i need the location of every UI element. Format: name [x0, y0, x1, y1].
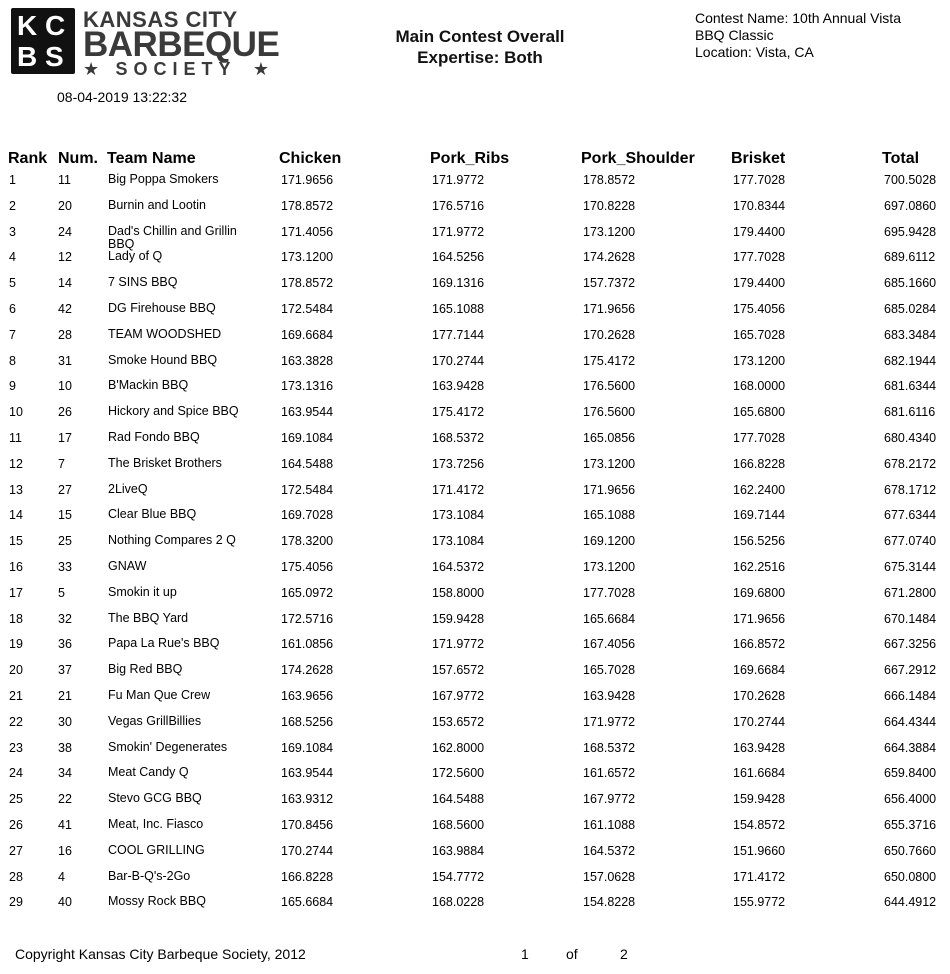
cell-chicken: 172.5484 [281, 301, 334, 316]
cell-pork-shoulder: 178.8572 [583, 173, 636, 187]
cell-pork-ribs: 176.5716 [432, 198, 485, 213]
cell-num: 41 [58, 817, 72, 832]
cell-pork-shoulder: 175.4172 [583, 353, 636, 368]
cell-brisket: 173.1200 [733, 353, 786, 368]
cell-rank: 21 [9, 688, 23, 703]
cell-rank: 18 [9, 611, 23, 626]
cell-team-name: Meat, Inc. Fiasco [108, 816, 204, 831]
cell-pork-ribs: 173.1084 [432, 508, 485, 523]
cell-pork-shoulder: 168.5372 [583, 740, 636, 755]
cell-brisket: 169.6800 [733, 585, 786, 600]
cell-rank: 9 [9, 379, 16, 394]
cell-num: 38 [58, 740, 72, 755]
table-row [0, 533, 950, 559]
cell-total: 685.0284 [884, 301, 937, 316]
cell-brisket: 169.6684 [733, 663, 786, 678]
cell-pork-shoulder: 157.7372 [583, 276, 636, 291]
cell-total: 659.8400 [884, 766, 937, 781]
cell-rank: 28 [9, 869, 23, 884]
cell-rank: 15 [9, 534, 23, 549]
cell-pork-ribs: 171.9772 [432, 224, 485, 239]
cell-num: 34 [58, 766, 72, 781]
cell-brisket: 179.4400 [733, 224, 786, 239]
cell-brisket: 165.6800 [733, 405, 786, 420]
cell-team-name: Rad Fondo BBQ [108, 429, 200, 444]
cell-pork-ribs: 173.1084 [432, 534, 485, 549]
table-row [0, 482, 950, 508]
cell-pork-shoulder: 174.2628 [583, 250, 636, 265]
cell-pork-ribs: 168.5600 [432, 817, 485, 832]
cell-total: 683.3484 [884, 327, 937, 342]
cell-total: 678.1712 [884, 482, 937, 497]
cell-num: 7 [58, 456, 65, 471]
table-row [0, 430, 950, 456]
cell-num: 15 [58, 508, 72, 523]
logo-text-society-row [83, 60, 269, 78]
cell-brisket: 175.4056 [733, 301, 786, 316]
contest-info [695, 10, 940, 61]
cell-total: 677.6344 [884, 508, 937, 523]
cell-rank: 10 [9, 405, 23, 420]
cell-total: 670.1484 [884, 611, 937, 626]
table-row [0, 353, 950, 379]
cell-rank: 29 [9, 895, 23, 910]
cell-team-name: Meat Candy Q [108, 765, 189, 780]
cell-total: 700.5028 [884, 173, 937, 187]
cell-pork-shoulder: 177.7028 [583, 585, 636, 600]
cell-rank: 11 [9, 430, 22, 445]
cell-brisket: 177.7028 [733, 430, 786, 445]
cell-pork-shoulder: 161.6572 [583, 766, 636, 781]
cell-total: 664.4344 [884, 714, 937, 729]
cell-team-name: Bar-B-Q's-2Go [108, 868, 191, 883]
table-row [0, 688, 950, 714]
cell-chicken: 173.1316 [281, 379, 334, 394]
table-row [0, 714, 950, 740]
cell-total: 681.6116 [884, 405, 936, 420]
cell-num: 20 [58, 198, 72, 213]
cell-rank: 27 [9, 843, 23, 858]
cell-chicken: 163.3828 [281, 353, 334, 368]
cell-total: 656.4000 [884, 792, 937, 807]
cell-rank: 22 [9, 714, 23, 729]
cell-rank: 25 [9, 792, 23, 807]
cell-team-name: Nothing Compares 2 Q [108, 533, 236, 548]
cell-rank: 1 [9, 173, 16, 187]
cell-pork-ribs: 169.1316 [432, 276, 485, 291]
cell-chicken: 170.8456 [281, 817, 334, 832]
report-title: Main Contest Overall [395, 27, 565, 46]
cell-brisket: 156.5256 [733, 534, 786, 549]
cell-rank: 12 [9, 456, 23, 471]
cell-pork-ribs: 159.9428 [432, 611, 485, 626]
cell-num: 16 [58, 843, 72, 858]
cell-chicken: 169.1084 [281, 740, 334, 755]
cell-rank: 4 [9, 250, 16, 265]
cell-pork-ribs: 172.5600 [432, 766, 485, 781]
star-icon: ★ [252, 59, 269, 79]
cell-chicken: 169.1084 [281, 430, 334, 445]
cell-brisket: 171.4172 [733, 869, 786, 884]
cell-pork-ribs: 164.5256 [432, 250, 485, 265]
table-header [0, 150, 950, 170]
cell-pork-ribs: 168.0228 [432, 895, 485, 910]
cell-rank: 7 [9, 327, 16, 342]
cell-team-name: The Brisket Brothers [108, 455, 222, 470]
cell-rank: 24 [9, 766, 23, 781]
cell-pork-shoulder: 165.6684 [583, 611, 636, 626]
star-icon: ★ [83, 59, 100, 79]
cell-team-name: Stevo GCG BBQ [108, 791, 202, 806]
cell-team-name: Papa La Rue's BBQ [108, 636, 220, 651]
cell-brisket: 155.9772 [733, 895, 786, 910]
cell-chicken: 174.2628 [281, 663, 334, 678]
logo-text-kansas-city: KANSAS CITY [83, 7, 238, 32]
cell-team-name: Vegas GrillBillies [108, 713, 202, 728]
contest-name-line1: Contest Name: 10th Annual Vista [695, 10, 901, 26]
table-row [0, 559, 950, 585]
cell-brisket: 170.2744 [733, 714, 786, 729]
cell-pork-shoulder: 169.1200 [583, 534, 636, 549]
cell-chicken: 166.8228 [281, 869, 334, 884]
cell-rank: 5 [9, 276, 16, 291]
page-of-label: of [566, 946, 578, 962]
cell-pork-ribs: 157.6572 [432, 663, 485, 678]
cell-pork-ribs: 163.9428 [432, 379, 485, 394]
cell-total: 644.4912 [884, 895, 937, 910]
cell-chicken: 163.9544 [281, 405, 334, 420]
cell-brisket: 169.7144 [733, 508, 786, 523]
cell-pork-ribs: 170.2744 [432, 353, 485, 368]
table-row [0, 869, 950, 895]
cell-chicken: 171.4056 [281, 224, 334, 239]
cell-num: 4 [58, 869, 65, 884]
cell-pork-ribs: 165.1088 [432, 301, 485, 316]
header-pork-shoulder: Pork_Shoulder [581, 150, 695, 167]
logo-letter-k: K [17, 10, 38, 41]
cell-chicken: 165.6684 [281, 895, 334, 910]
cell-rank: 20 [9, 663, 23, 678]
cell-team-name: Big Poppa Smokers [108, 172, 219, 186]
cell-team-name: 2LiveQ [108, 481, 148, 496]
table-row [0, 507, 950, 533]
cell-team-name: Mossy Rock BBQ [108, 894, 206, 909]
cell-pork-shoulder: 167.9772 [583, 792, 636, 807]
cell-num: 5 [58, 585, 65, 600]
cell-total: 666.1484 [884, 688, 937, 703]
cell-brisket: 166.8228 [733, 456, 786, 471]
cell-pork-ribs: 167.9772 [432, 688, 485, 703]
cell-brisket: 162.2400 [733, 482, 786, 497]
cell-brisket: 179.4400 [733, 276, 786, 291]
cell-rank: 8 [9, 353, 16, 368]
cell-team-name: Big Red BBQ [108, 662, 183, 677]
cell-pork-shoulder: 164.5372 [583, 843, 636, 858]
cell-pork-shoulder: 165.0856 [583, 430, 636, 445]
cell-pork-ribs: 162.8000 [432, 740, 485, 755]
cell-pork-ribs: 173.7256 [432, 456, 485, 471]
cell-total: 677.0740 [884, 534, 937, 549]
cell-num: 25 [58, 534, 72, 549]
cell-num: 32 [58, 611, 72, 626]
cell-team-name: Burnin and Lootin [108, 197, 206, 212]
cell-brisket: 168.0000 [733, 379, 786, 394]
cell-total: 664.3884 [884, 740, 937, 755]
cell-team-name: GNAW [108, 558, 147, 573]
cell-num: 30 [58, 714, 72, 729]
cell-pork-shoulder: 163.9428 [583, 688, 636, 703]
cell-total: 689.6112 [884, 250, 936, 265]
cell-brisket: 171.9656 [733, 611, 786, 626]
cell-pork-ribs: 154.7772 [432, 869, 485, 884]
contest-name-line2: BBQ Classic [695, 27, 774, 43]
kcbs-logo-mark [11, 8, 75, 74]
header-num: Num. [58, 150, 98, 167]
cell-pork-ribs: 164.5372 [432, 559, 485, 574]
logo-letter-b: B [17, 41, 38, 72]
table-row [0, 327, 950, 353]
table-row [0, 662, 950, 688]
cell-pork-shoulder: 170.8228 [583, 198, 636, 213]
header-brisket: Brisket [731, 150, 786, 167]
table-row [0, 765, 950, 791]
cell-team-name: Fu Man Que Crew [108, 687, 211, 702]
cell-chicken: 172.5484 [281, 482, 334, 497]
table-row [0, 843, 950, 869]
table-row [0, 585, 950, 611]
table-row [0, 198, 950, 224]
cell-total: 671.2800 [884, 585, 937, 600]
cell-total: 681.6344 [884, 379, 937, 394]
cell-pork-shoulder: 154.8228 [583, 895, 636, 910]
cell-brisket: 177.7028 [733, 173, 786, 187]
logo-text-barbeque: BARBEQUE [83, 25, 280, 64]
cell-pork-shoulder: 173.1200 [583, 559, 636, 574]
cell-total: 697.0860 [884, 198, 937, 213]
cell-num: 21 [58, 688, 72, 703]
logo-letter-c: C [45, 10, 66, 41]
cell-brisket: 154.8572 [733, 817, 786, 832]
cell-brisket: 165.7028 [733, 327, 786, 342]
cell-num: 11 [58, 173, 71, 187]
header-total: Total [882, 150, 920, 167]
cell-team-name: Hickory and Spice BBQ [108, 404, 239, 419]
table-row [0, 378, 950, 404]
cell-pork-ribs: 158.8000 [432, 585, 485, 600]
cell-brisket: 166.8572 [733, 637, 786, 652]
logo-text-society: SOCIETY [115, 59, 237, 79]
cell-total: 650.0800 [884, 869, 937, 884]
cell-team-name: Smokin it up [108, 584, 177, 599]
table-row [0, 275, 950, 301]
cell-team-name: Smoke Hound BBQ [108, 352, 218, 367]
cell-rank: 19 [9, 637, 23, 652]
header-team-name: Team Name [107, 150, 196, 167]
cell-pork-ribs: 175.4172 [432, 405, 485, 420]
cell-chicken: 169.6684 [281, 327, 334, 342]
cell-pork-shoulder: 173.1200 [583, 456, 636, 471]
cell-total: 655.3716 [884, 817, 937, 832]
page-total: 2 [620, 946, 628, 962]
table-row [0, 301, 950, 327]
cell-num: 22 [58, 792, 72, 807]
table-row [0, 249, 950, 275]
cell-chicken: 169.7028 [281, 508, 334, 523]
cell-team-name: Lady of Q [108, 249, 163, 264]
cell-brisket: 170.8344 [733, 198, 786, 213]
cell-pork-ribs: 171.4172 [432, 482, 485, 497]
cell-pork-ribs: 153.6572 [432, 714, 485, 729]
cell-num: 26 [58, 405, 72, 420]
cell-total: 680.4340 [884, 430, 937, 445]
table-row [0, 817, 950, 843]
cell-chicken: 171.9656 [281, 173, 334, 187]
cell-pork-ribs: 177.7144 [432, 327, 485, 342]
cell-pork-shoulder: 165.1088 [583, 508, 636, 523]
table-row [0, 224, 950, 250]
cell-team-name: B'Mackin BBQ [108, 378, 189, 393]
contest-location: Location: Vista, CA [695, 44, 814, 60]
cell-chicken: 165.0972 [281, 585, 334, 600]
results-table [0, 172, 950, 920]
cell-chicken: 161.0856 [281, 637, 334, 652]
table-row [0, 740, 950, 766]
cell-total: 678.2172 [884, 456, 937, 471]
cell-rank: 2 [9, 198, 16, 213]
cell-pork-shoulder: 157.0628 [583, 869, 636, 884]
cell-brisket: 159.9428 [733, 792, 786, 807]
cell-rank: 14 [9, 508, 23, 523]
cell-total: 682.1944 [884, 353, 937, 368]
cell-team-name: TEAM WOODSHED [108, 326, 222, 341]
cell-chicken: 168.5256 [281, 714, 334, 729]
report-subtitle: Expertise: Both [417, 48, 543, 67]
cell-brisket: 170.2628 [733, 688, 786, 703]
page-number: 1 [521, 946, 529, 962]
cell-num: 42 [58, 301, 72, 316]
cell-total: 695.9428 [884, 224, 937, 239]
header-chicken: Chicken [279, 150, 342, 167]
copyright-text: Copyright Kansas City Barbeque Society, 2012 [15, 946, 306, 962]
table-row [0, 611, 950, 637]
cell-brisket: 163.9428 [733, 740, 786, 755]
cell-num: 27 [58, 482, 72, 497]
logo-letter-s: S [45, 41, 64, 72]
cell-total: 685.1660 [884, 276, 937, 291]
cell-pork-shoulder: 165.7028 [583, 663, 636, 678]
cell-brisket: 161.6684 [733, 766, 786, 781]
cell-num: 12 [58, 250, 72, 265]
cell-num: 14 [58, 276, 72, 291]
cell-rank: 23 [9, 740, 23, 755]
cell-pork-ribs: 171.9772 [432, 637, 485, 652]
cell-total: 675.3144 [884, 559, 937, 574]
cell-chicken: 178.8572 [281, 276, 334, 291]
cell-chicken: 175.4056 [281, 559, 334, 574]
table-row [0, 456, 950, 482]
cell-pork-ribs: 163.9884 [432, 843, 485, 858]
cell-chicken: 163.9656 [281, 688, 334, 703]
cell-num: 31 [58, 353, 72, 368]
header-pork-ribs: Pork_Ribs [430, 150, 510, 167]
cell-num: 36 [58, 637, 72, 652]
cell-rank: 26 [9, 817, 23, 832]
cell-chicken: 178.3200 [281, 534, 334, 549]
cell-rank: 17 [9, 585, 23, 600]
cell-pork-shoulder: 167.4056 [583, 637, 636, 652]
cell-pork-ribs: 168.5372 [432, 430, 485, 445]
cell-chicken: 172.5716 [281, 611, 334, 626]
cell-rank: 16 [9, 559, 23, 574]
cell-num: 40 [58, 895, 72, 910]
cell-brisket: 177.7028 [733, 250, 786, 265]
cell-team-name: COOL GRILLING [108, 842, 205, 857]
table-row [0, 636, 950, 662]
cell-total: 650.7660 [884, 843, 937, 858]
cell-brisket: 162.2516 [733, 559, 786, 574]
cell-chicken: 164.5488 [281, 456, 334, 471]
cell-team-name: Clear Blue BBQ [108, 507, 197, 522]
cell-num: 33 [58, 559, 72, 574]
cell-num: 24 [58, 224, 72, 239]
cell-team-name: Smokin' Degenerates [108, 739, 228, 754]
cell-pork-shoulder: 176.5600 [583, 379, 636, 394]
cell-rank: 6 [9, 301, 16, 316]
table-row [0, 172, 950, 198]
cell-chicken: 173.1200 [281, 250, 334, 265]
report-timestamp: 08-04-2019 13:22:32 [57, 89, 187, 105]
table-row [0, 791, 950, 817]
cell-pork-ribs: 164.5488 [432, 792, 485, 807]
cell-rank: 13 [9, 482, 23, 497]
report-heading [370, 26, 590, 68]
table-row [0, 404, 950, 430]
kcbs-logo [11, 7, 280, 79]
header-rank: Rank [8, 150, 48, 167]
cell-chicken: 178.8572 [281, 198, 334, 213]
cell-total: 667.3256 [884, 637, 937, 652]
cell-pork-shoulder: 173.1200 [583, 224, 636, 239]
cell-chicken: 163.9312 [281, 792, 334, 807]
cell-team-name: The BBQ Yard [108, 610, 189, 625]
cell-num: 17 [58, 430, 72, 445]
cell-team-name: DG Firehouse BBQ [108, 300, 216, 315]
cell-pork-shoulder: 171.9772 [583, 714, 636, 729]
cell-chicken: 170.2744 [281, 843, 334, 858]
cell-num: 28 [58, 327, 72, 342]
cell-num: 37 [58, 663, 72, 678]
cell-pork-shoulder: 161.1088 [583, 817, 636, 832]
cell-pork-ribs: 171.9772 [432, 173, 485, 187]
cell-pork-shoulder: 176.5600 [583, 405, 636, 420]
cell-rank: 3 [9, 224, 16, 239]
cell-brisket: 151.9660 [733, 843, 786, 858]
cell-pork-shoulder: 171.9656 [583, 301, 636, 316]
cell-team-name: Dad's Chillin and Grillin BBQ [108, 223, 237, 251]
cell-pork-shoulder: 171.9656 [583, 482, 636, 497]
cell-total: 667.2912 [884, 663, 937, 678]
table-row [0, 894, 950, 920]
cell-pork-shoulder: 170.2628 [583, 327, 636, 342]
cell-num: 10 [58, 379, 72, 394]
cell-chicken: 163.9544 [281, 766, 334, 781]
cell-team-name: 7 SINS BBQ [108, 275, 178, 290]
